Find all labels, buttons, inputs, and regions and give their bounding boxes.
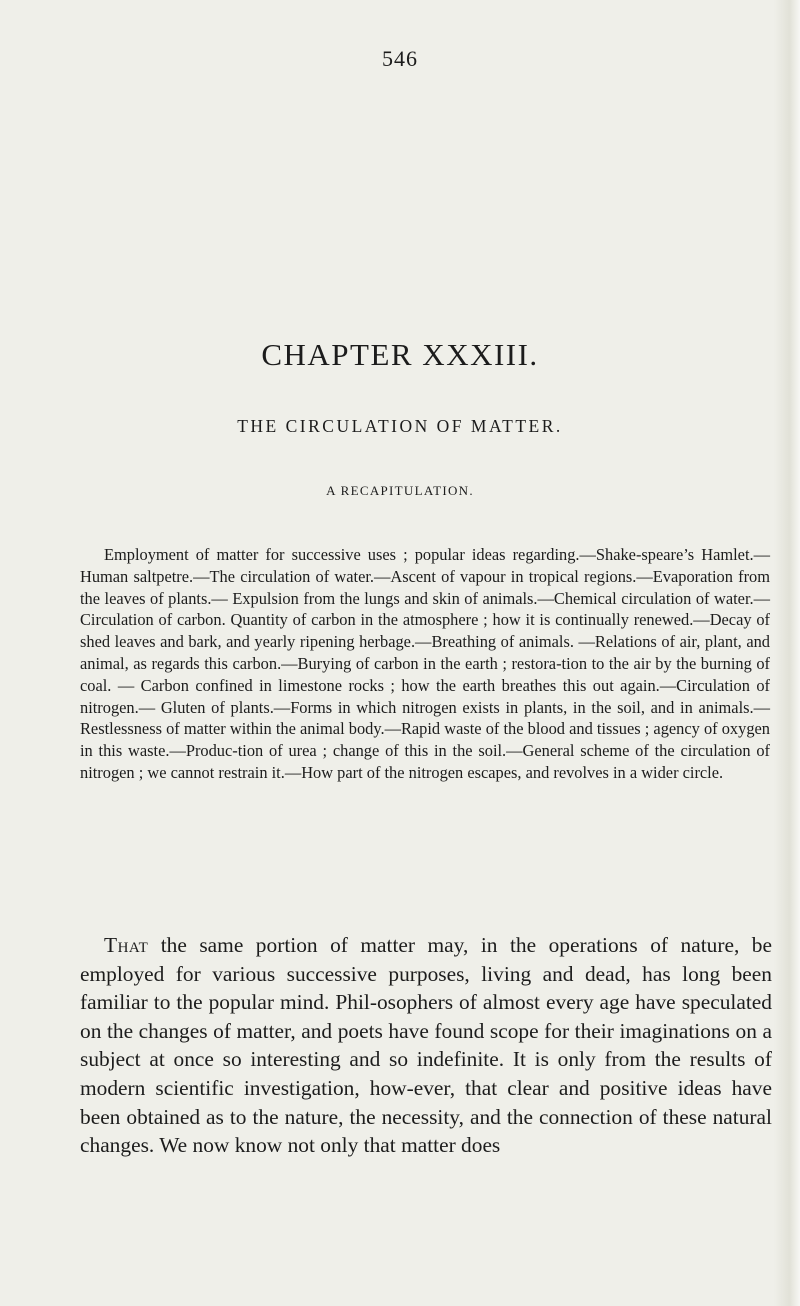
body-paragraph-text: the same portion of matter may, in the operations of nature, be employed for various successive purposes, living and dead, has long been familiar to the popular mind. Phil-osophers of almost every age have speculated on the changes of matter, and poets have found scope for their imaginations on a subject at once so interesting and so indefinite. It is only from the results of modern scientific investigation, how-ever, that clear and positive ideas have been obtained as to the nature, the necessity, and the connection of these natural changes. We now know not only that matter does	[80, 933, 772, 1158]
chapter-title: CHAPTER XXXIII.	[261, 337, 539, 372]
page-number: 546	[382, 46, 418, 71]
page-edge-shadow	[774, 0, 800, 1306]
subtitle: A RECAPITULATION.	[326, 483, 474, 498]
body-paragraph	[80, 931, 772, 1160]
chapter-summary: Employment of matter for successive uses ; popular ideas regarding.—Shake-speare’s Hamlet.—Human saltpetre.—The circulation of water.—Ascent of vapour in tropical regions.—Evaporation from the leaves of plants.— Expulsion from the lungs and skin of animals.—Chemical circulation of water.—Circulation of carbon. Quantity of carbon in the atmosphere ; how it is continually renewed.—Decay of shed leaves and bark, and yearly ripening herbage.—Breathing of animals. —Relations of air, plant, and animal, as regards this carbon.—Burying of carbon in the earth ; restora-tion to the air by the burning of coal. — Carbon confined in limestone rocks ; how the earth breathes this out again.—Circulation of nitrogen.— Gluten of plants.—Forms in which nitrogen exists in plants, in the soil, and in animals.—Restlessness of matter within the animal body.—Rapid waste of the blood and tissues ; agency of oxygen in this waste.—Produc-tion of urea ; change of this in the soil.—General scheme of the circulation of nitrogen ; we cannot restrain it.—How part of the nitrogen escapes, and revolves in a wider circle.	[80, 545, 770, 782]
section-title: THE CIRCULATION OF MATTER.	[237, 416, 563, 436]
body-first-word: That	[104, 933, 149, 957]
